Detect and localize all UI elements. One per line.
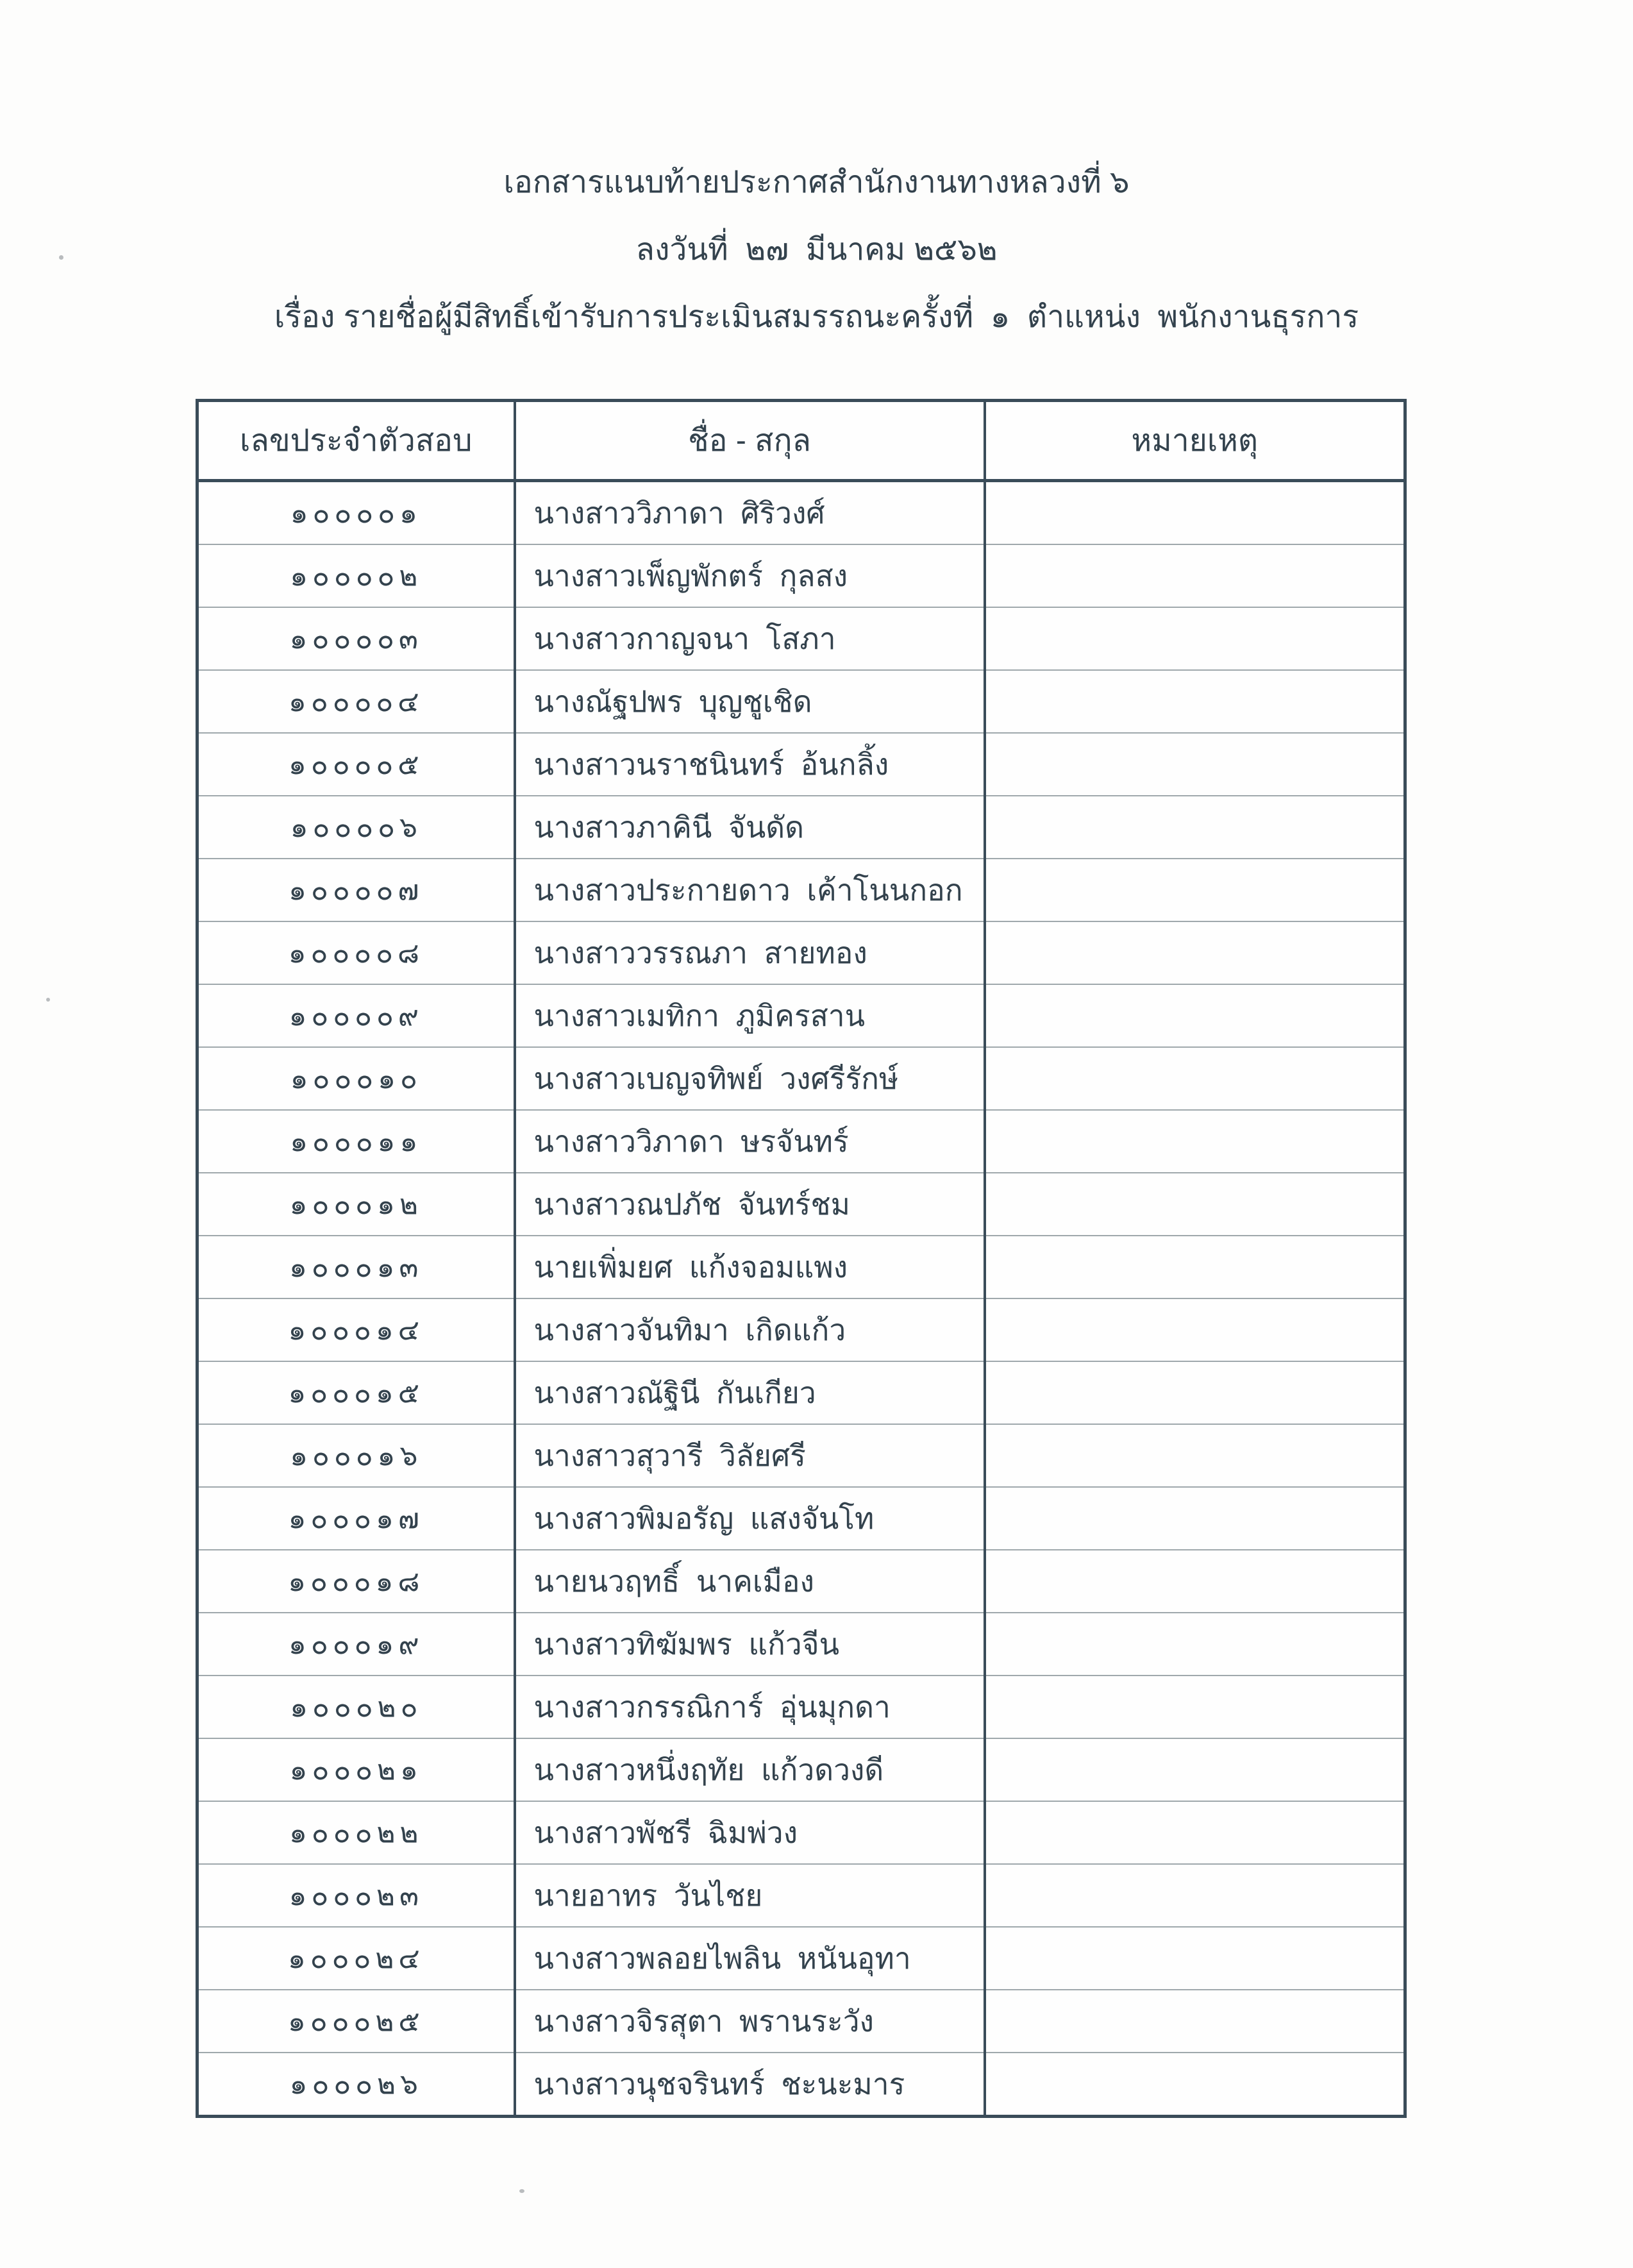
note-cell bbox=[985, 733, 1405, 796]
table-row bbox=[197, 1047, 1405, 1110]
table-row bbox=[197, 1676, 1405, 1738]
name-cell: นางสาววิภาดา ศิริวงศ์ bbox=[515, 481, 985, 545]
name-cell: นางสาวประกายดาว เค้าโนนกอก bbox=[515, 859, 985, 921]
scan-speck bbox=[46, 998, 50, 1002]
name-cell: นางสาวกาญจนา โสภา bbox=[515, 607, 985, 670]
exam-id-cell: ๑๐๐๐๐๓ bbox=[197, 607, 515, 670]
note-cell bbox=[985, 1110, 1405, 1173]
note-cell bbox=[985, 481, 1405, 545]
exam-id-cell: ๑๐๐๐๑๓ bbox=[197, 1236, 515, 1298]
table-row bbox=[197, 544, 1405, 607]
document-header bbox=[0, 149, 1633, 351]
exam-id-cell: ๑๐๐๐๐๗ bbox=[197, 859, 515, 921]
name-cell: นางสาวเมทิกา ภูมิครสาน bbox=[515, 984, 985, 1047]
table-row bbox=[197, 1613, 1405, 1676]
name-cell: นางสาวนราชนินทร์ อ้นกลิ้ง bbox=[515, 733, 985, 796]
table-row bbox=[197, 1298, 1405, 1361]
candidate-roster-table bbox=[196, 399, 1407, 2118]
table-row bbox=[197, 733, 1405, 796]
note-cell bbox=[985, 1927, 1405, 1990]
name-cell: นายเพิ่มยศ แก้งจอมแพง bbox=[515, 1236, 985, 1298]
note-cell bbox=[985, 1864, 1405, 1927]
name-cell: นางสาววรรณภา สายทอง bbox=[515, 921, 985, 984]
note-cell bbox=[985, 1676, 1405, 1738]
table-row bbox=[197, 1173, 1405, 1236]
table-row bbox=[197, 859, 1405, 921]
name-cell: นางสาวทิฆัมพร แก้วจีน bbox=[515, 1613, 985, 1676]
exam-id-cell: ๑๐๐๐๑๘ bbox=[197, 1550, 515, 1613]
table-row bbox=[197, 1487, 1405, 1550]
column-header-name: ชื่อ - สกุล bbox=[515, 401, 985, 481]
table-row bbox=[197, 796, 1405, 859]
exam-id-cell: ๑๐๐๐๐๔ bbox=[197, 670, 515, 733]
exam-id-cell: ๑๐๐๐๑๕ bbox=[197, 1361, 515, 1424]
note-cell bbox=[985, 1361, 1405, 1424]
exam-id-cell: ๑๐๐๐๒๖ bbox=[197, 2053, 515, 2117]
note-cell bbox=[985, 1173, 1405, 1236]
note-cell bbox=[985, 1613, 1405, 1676]
name-cell: นางสาวเพ็ญพักตร์ กุลสง bbox=[515, 544, 985, 607]
exam-id-cell: ๑๐๐๐๐๙ bbox=[197, 984, 515, 1047]
name-cell: นางสาวเบญจทิพย์ วงศรีรักษ์ bbox=[515, 1047, 985, 1110]
column-header-exam-id: เลขประจำตัวสอบ bbox=[197, 401, 515, 481]
exam-id-cell: ๑๐๐๐๐๒ bbox=[197, 544, 515, 607]
exam-id-cell: ๑๐๐๐๒๑ bbox=[197, 1738, 515, 1801]
exam-id-cell: ๑๐๐๐๒๕ bbox=[197, 1990, 515, 2053]
note-cell bbox=[985, 1298, 1405, 1361]
exam-id-cell: ๑๐๐๐๒๐ bbox=[197, 1676, 515, 1738]
table-row bbox=[197, 984, 1405, 1047]
table-row bbox=[197, 921, 1405, 984]
exam-id-cell: ๑๐๐๐๐๕ bbox=[197, 733, 515, 796]
table-row bbox=[197, 1990, 1405, 2053]
scan-speck bbox=[59, 255, 63, 260]
note-cell bbox=[985, 1487, 1405, 1550]
name-cell: นางสาววิภาดา ษรจันทร์ bbox=[515, 1110, 985, 1173]
note-cell bbox=[985, 1550, 1405, 1613]
note-cell bbox=[985, 1990, 1405, 2053]
note-cell bbox=[985, 1236, 1405, 1298]
note-cell bbox=[985, 670, 1405, 733]
table-row bbox=[197, 2053, 1405, 2117]
exam-id-cell: ๑๐๐๐๐๘ bbox=[197, 921, 515, 984]
note-cell bbox=[985, 859, 1405, 921]
table-row bbox=[197, 1361, 1405, 1424]
name-cell: นางสาวณปภัช จันทร์ชม bbox=[515, 1173, 985, 1236]
name-cell: นางสาวหนึ่งฤทัย แก้วดวงดี bbox=[515, 1738, 985, 1801]
column-header-note: หมายเหตุ bbox=[985, 401, 1405, 481]
note-cell bbox=[985, 607, 1405, 670]
exam-id-cell: ๑๐๐๐๐๑ bbox=[290, 498, 422, 529]
table-row bbox=[197, 1801, 1405, 1864]
table-row bbox=[197, 1110, 1405, 1173]
note-cell bbox=[985, 1801, 1405, 1864]
scan-speck bbox=[519, 2189, 524, 2193]
note-cell bbox=[985, 2053, 1405, 2117]
note-cell bbox=[985, 984, 1405, 1047]
document-title-line-1: เอกสารแนบท้ายประกาศสำนักงานทางหลวงที่ ๖ bbox=[503, 165, 1130, 199]
note-cell bbox=[985, 796, 1405, 859]
exam-id-cell: ๑๐๐๐๑๐ bbox=[197, 1047, 515, 1110]
table-row bbox=[197, 1738, 1405, 1801]
exam-id-cell: ๑๐๐๐๑๒ bbox=[197, 1173, 515, 1236]
name-cell: นางสาวพัชรี ฉิมพ่วง bbox=[515, 1801, 985, 1864]
note-cell bbox=[985, 921, 1405, 984]
table-row bbox=[197, 481, 1405, 545]
exam-id-cell: ๑๐๐๐๐๖ bbox=[197, 796, 515, 859]
document-subject-line: เรื่อง รายชื่อผู้มีสิทธิ์เข้ารับการประเมินสมรรถนะครั้งที่ ๑ ตำแหน่ง พนักงานธุรการ bbox=[274, 300, 1359, 334]
name-cell: นางณัฐปพร บุญชูเชิด bbox=[515, 670, 985, 733]
exam-id-cell: ๑๐๐๐๑๑ bbox=[197, 1110, 515, 1173]
exam-id-cell: ๑๐๐๐๒๔ bbox=[197, 1927, 515, 1990]
name-cell: นายอาทร วันไชย bbox=[515, 1864, 985, 1927]
name-cell: นางสาวพิมอรัญ แสงจันโท bbox=[515, 1487, 985, 1550]
name-cell: นางสาวกรรณิการ์ อุ่นมุกดา bbox=[515, 1676, 985, 1738]
table-header-row bbox=[197, 401, 1405, 481]
exam-id-cell: ๑๐๐๐๑๗ bbox=[197, 1487, 515, 1550]
table-row bbox=[197, 1424, 1405, 1487]
note-cell bbox=[985, 544, 1405, 607]
exam-id-cell: ๑๐๐๐๑๖ bbox=[197, 1424, 515, 1487]
exam-id-cell: ๑๐๐๐๑๙ bbox=[197, 1613, 515, 1676]
candidate-table-body bbox=[197, 481, 1405, 2117]
name-cell: นางสาวณัฐินี กันเกียว bbox=[515, 1361, 985, 1424]
name-cell: นางสาวสุวารี วิลัยศรี bbox=[515, 1424, 985, 1487]
note-cell bbox=[985, 1738, 1405, 1801]
note-cell bbox=[985, 1424, 1405, 1487]
table-row bbox=[197, 1236, 1405, 1298]
name-cell: นายนวฤทธิ์ นาคเมือง bbox=[515, 1550, 985, 1613]
exam-id-cell: ๑๐๐๐๑๔ bbox=[197, 1298, 515, 1361]
exam-id-cell: ๑๐๐๐๒๒ bbox=[197, 1801, 515, 1864]
table-row bbox=[197, 1550, 1405, 1613]
table-row bbox=[197, 1927, 1405, 1990]
note-cell bbox=[985, 1047, 1405, 1110]
table-row bbox=[197, 607, 1405, 670]
name-cell: นางสาวจันทิมา เกิดแก้ว bbox=[515, 1298, 985, 1361]
table-row bbox=[197, 1864, 1405, 1927]
exam-id-cell: ๑๐๐๐๒๓ bbox=[197, 1864, 515, 1927]
table-row bbox=[197, 670, 1405, 733]
name-cell: นางสาวพลอยไพลิน หนันอุทา bbox=[515, 1927, 985, 1990]
name-cell: นางสาวนุชจรินทร์ ชะนะมาร bbox=[515, 2053, 985, 2117]
name-cell: นางสาวจิรสุตา พรานระวัง bbox=[515, 1990, 985, 2053]
document-date-line: ลงวันที่ ๒๗ มีนาคม ๒๕๖๒ bbox=[635, 233, 998, 267]
name-cell: นางสาวภาคินี จันดัด bbox=[515, 796, 985, 859]
